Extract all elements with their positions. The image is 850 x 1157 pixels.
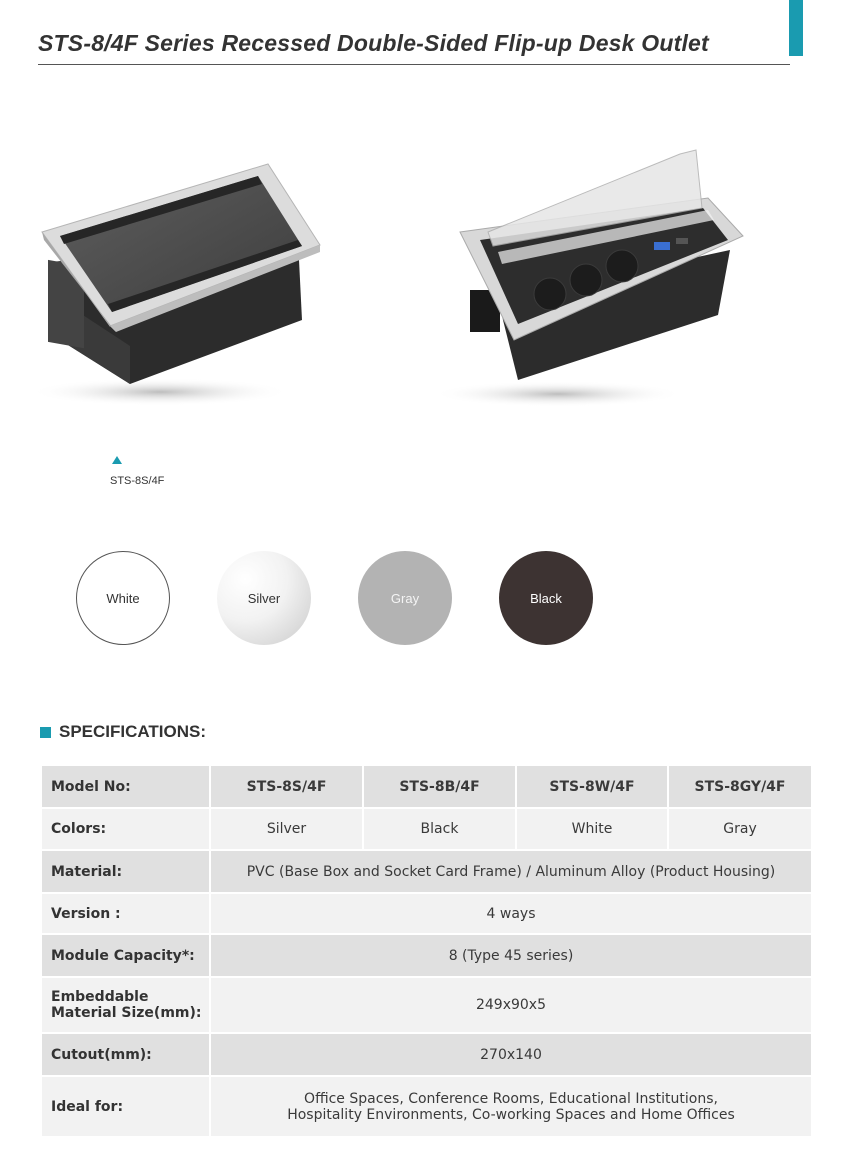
swatch-silver: Silver (217, 551, 311, 645)
model-cell: STS-8GY/4F (668, 765, 812, 808)
ideal-line: Office Spaces, Conference Rooms, Educational Institutions, (304, 1090, 718, 1107)
model-cell: STS-8W/4F (516, 765, 668, 808)
table-row-capacity (41, 934, 812, 977)
product-image-closed (20, 150, 340, 420)
table-row-embeddable (41, 977, 812, 1033)
color-cell: Gray (668, 808, 812, 850)
product-image-open (418, 140, 758, 415)
row-label: Module Capacity*: (41, 934, 210, 977)
model-cell: STS-8B/4F (363, 765, 516, 808)
table-row-cutout (41, 1033, 812, 1076)
color-cell: White (516, 808, 668, 850)
heading-square-icon (40, 727, 51, 738)
row-label: Version : (41, 893, 210, 934)
ideal-line: Hospitality Environments, Co-working Spaces and Home Offices (287, 1106, 735, 1123)
page-title: STS-8/4F Series Recessed Double-Sided Flip-up Desk Outlet (38, 30, 709, 56)
row-label-line: Embeddable (51, 989, 149, 1005)
title-divider (38, 64, 790, 65)
swatch-black: Black (499, 551, 593, 645)
table-row-version (41, 893, 812, 934)
cutout-value: 270x140 (210, 1033, 812, 1076)
specifications-heading (40, 722, 206, 742)
model-marker-icon (112, 456, 122, 464)
row-label (41, 977, 210, 1033)
specifications-table (40, 764, 813, 1138)
row-label: Model No: (41, 765, 210, 808)
material-value: PVC (Base Box and Socket Card Frame) / Aluminum Alloy (Product Housing) (210, 850, 812, 893)
ideal-value (210, 1076, 812, 1137)
row-label-line: Material Size(mm): (51, 1005, 202, 1021)
model-cell: STS-8S/4F (210, 765, 363, 808)
specifications-label: SPECIFICATIONS: (59, 722, 207, 741)
row-label: Ideal for: (41, 1076, 210, 1137)
capacity-value: 8 (Type 45 series) (210, 934, 812, 977)
table-row-colors (41, 808, 812, 850)
swatch-white: White (76, 551, 170, 645)
accent-bar (789, 0, 803, 56)
embed-value: 249x90x5 (210, 977, 812, 1033)
color-cell: Silver (210, 808, 363, 850)
row-label: Material: (41, 850, 210, 893)
table-row-material (41, 850, 812, 893)
color-cell: Black (363, 808, 516, 850)
version-value: 4 ways (210, 893, 812, 934)
row-label: Colors: (41, 808, 210, 850)
table-row-model (41, 765, 812, 808)
row-label: Cutout(mm): (41, 1033, 210, 1076)
model-caption: STS-8S/4F (110, 475, 165, 487)
table-row-ideal (41, 1076, 812, 1137)
swatch-gray: Gray (358, 551, 452, 645)
